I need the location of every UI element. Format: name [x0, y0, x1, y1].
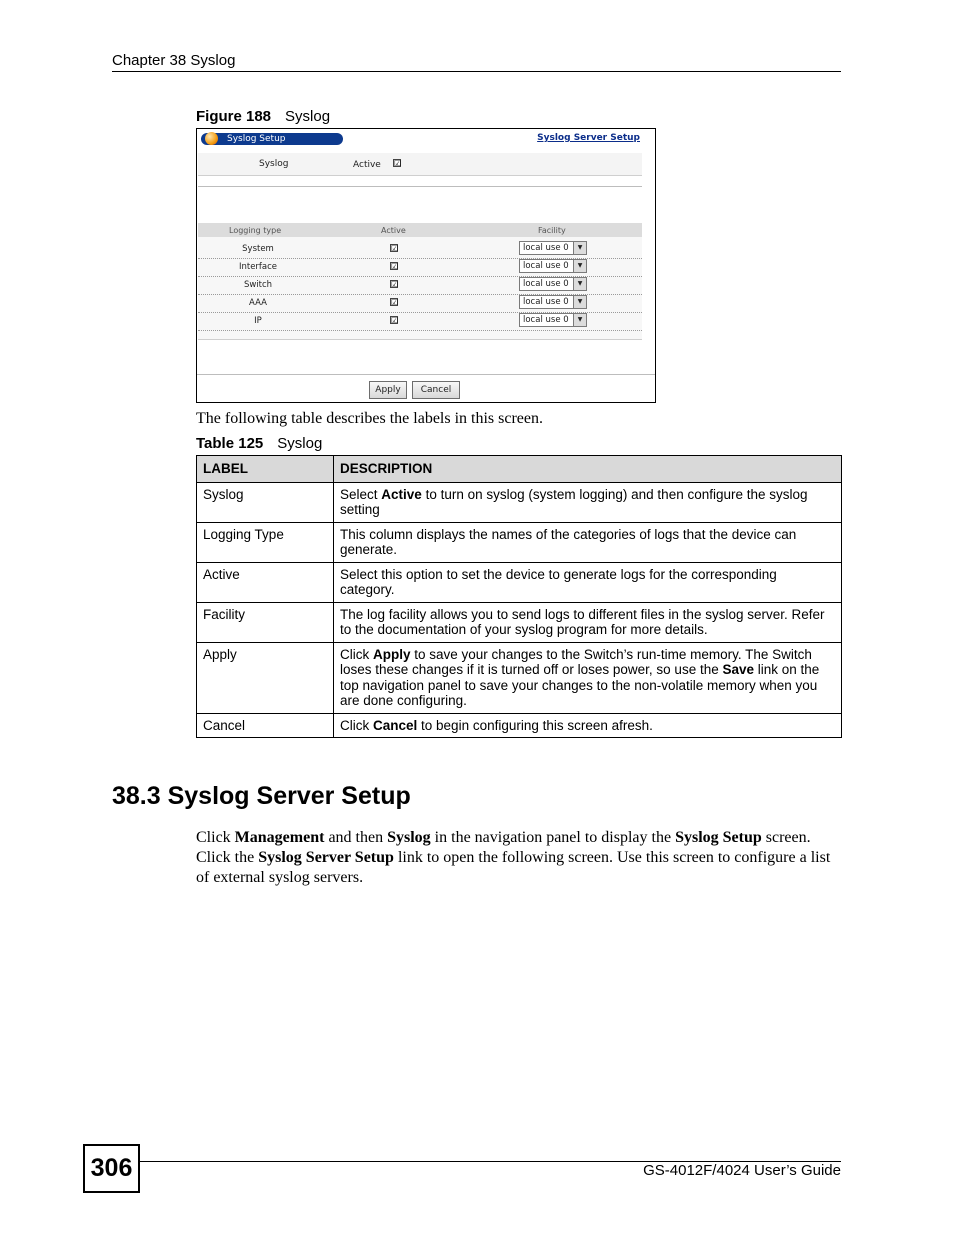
figure-caption	[196, 108, 330, 125]
chevron-down-icon: ▼	[573, 314, 586, 326]
active-checkbox-aaa[interactable]: ☑	[391, 298, 399, 307]
row-description: Click Apply to save your changes to the Switch’s run-time memory. The Switch loses these changes if it is turned off or loses power, so use the Save link on the top navigation panel to save your changes to the non-volatile memory when you are done configuring.	[334, 642, 842, 713]
active-checkbox-switch[interactable]: ☑	[391, 280, 399, 289]
guide-title: GS-4012F/4024 User’s Guide	[643, 1162, 841, 1179]
table-row	[197, 482, 842, 522]
row-label: Facility	[197, 602, 334, 642]
facility-select-interface[interactable]: local use 0 ▼	[519, 259, 587, 273]
separator	[197, 374, 656, 375]
facility-select-switch[interactable]: local use 0 ▼	[519, 277, 587, 291]
page-number: 306	[83, 1144, 140, 1193]
row-label: Logging Type	[197, 522, 334, 562]
chevron-down-icon: ▼	[573, 260, 586, 272]
table-row	[197, 562, 842, 602]
chapter-header: Chapter 38 Syslog	[112, 52, 236, 69]
active-checkbox-interface[interactable]: ☑	[391, 262, 399, 271]
table-row	[197, 642, 842, 713]
active-checkbox-system[interactable]: ☑	[391, 244, 399, 253]
table-row	[197, 713, 842, 738]
col-logging-type: Logging type	[229, 226, 282, 235]
row-description: Select this option to set the device to generate logs for the corresponding category.	[334, 562, 842, 602]
label-description-table	[196, 455, 842, 738]
syslog-server-setup-link[interactable]: Syslog Server Setup	[537, 133, 640, 143]
logging-type-ip: IP	[254, 316, 262, 326]
figure-title: Syslog	[285, 108, 331, 125]
orb-icon	[205, 132, 218, 145]
chevron-down-icon: ▼	[573, 242, 586, 254]
row-description: Select Active to turn on syslog (system logging) and then configure the syslog setting	[334, 482, 842, 522]
table-row	[197, 602, 842, 642]
chevron-down-icon: ▼	[573, 278, 586, 290]
header-description: DESCRIPTION	[334, 456, 842, 483]
logging-type-interface: Interface	[238, 262, 278, 272]
screen-title: Syslog Setup	[227, 134, 286, 144]
table-row	[197, 522, 842, 562]
separator	[198, 186, 642, 187]
facility-select-ip[interactable]: local use 0 ▼	[519, 313, 587, 327]
chevron-down-icon: ▼	[573, 296, 586, 308]
row-description: Click Cancel to begin configuring this screen afresh.	[334, 713, 842, 738]
syslog-label: Syslog	[259, 159, 289, 169]
table-header-row	[197, 456, 842, 483]
intro-text: The following table describes the labels in this screen.	[196, 410, 544, 427]
facility-select-system[interactable]: local use 0 ▼	[519, 241, 587, 255]
col-facility: Facility	[538, 226, 566, 235]
row-description: The log facility allows you to send logs to different files in the syslog server. Refer to the documentation of your syslog program for more details.	[334, 602, 842, 642]
row-label: Cancel	[197, 713, 334, 738]
header-label: LABEL	[197, 456, 334, 483]
figure-number: Figure 188	[196, 108, 272, 125]
logging-type-switch: Switch	[243, 280, 273, 290]
section-heading: 38.3 Syslog Server Setup	[112, 782, 411, 810]
logging-type-system: System	[242, 244, 274, 254]
row-label: Syslog	[197, 482, 334, 522]
section-paragraph: Click Management and then Syslog in the navigation panel to display the Syslog Setup screen. Click the Syslog Server Setup link to open the following screen. Use this screen to configure a list of external syslog servers.	[196, 829, 831, 886]
logging-type-aaa: AAA	[249, 298, 267, 308]
row-description: This column displays the names of the categories of logs that the device can generate.	[334, 522, 842, 562]
cancel-button[interactable]: Cancel	[412, 381, 460, 399]
facility-select-aaa[interactable]: local use 0 ▼	[519, 295, 587, 309]
table-title: Syslog	[277, 435, 323, 452]
syslog-active-label: Active	[353, 160, 381, 170]
col-active: Active	[381, 226, 406, 235]
table-caption	[196, 435, 322, 452]
table-number: Table 125	[196, 435, 264, 452]
syslog-active-checkbox[interactable]: ☑	[394, 159, 402, 168]
syslog-screen-figure	[196, 128, 656, 403]
apply-button[interactable]: Apply	[369, 381, 407, 399]
active-checkbox-ip[interactable]: ☑	[391, 316, 399, 325]
header-rule	[112, 71, 841, 72]
row-label: Active	[197, 562, 334, 602]
row-label: Apply	[197, 642, 334, 713]
